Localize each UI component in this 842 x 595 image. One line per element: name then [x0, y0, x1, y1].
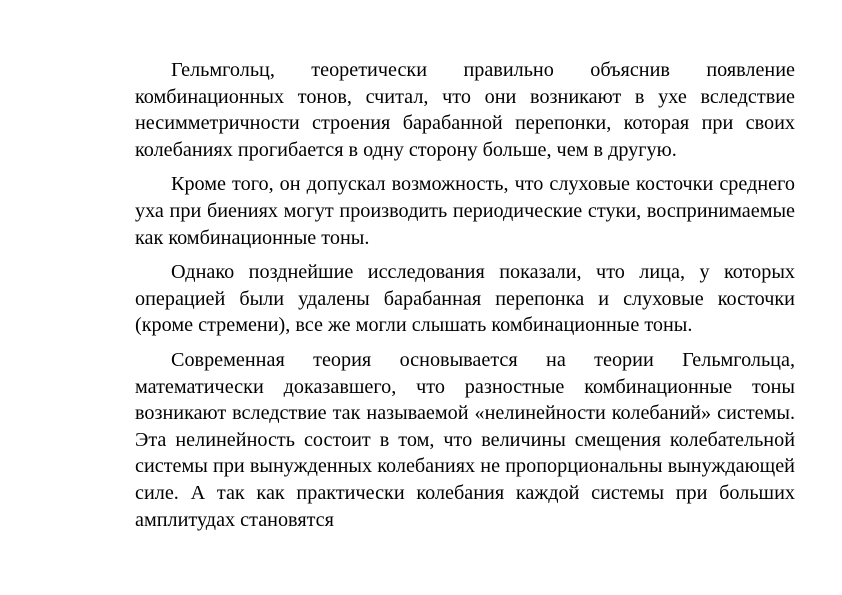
document-page	[135, 57, 795, 541]
paragraph-modern-theory: Современная теория основывается на теории Гельмгольца, математически доказавшего, что разностные комбинационные тоны возникают вследствие так называемой «нелинейности колебаний» системы. Эта нелинейность состоит в том, что величины смещения колебательной системы при вынужденных колебаниях не пропорциональны вынуждающей силе. А так как практически колебания каждой системы при больших амплитудах становятся	[135, 348, 795, 531]
paragraph-later-research: Однако позднейшие исследования показали, что лица, у которых операцией были удалены барабанная перепонка и слуховые косточки (кроме стремени), все же могли слышать комбинационные тоны.	[135, 261, 795, 337]
paragraph-ossicles: Кроме того, он допускал возможность, что слуховые косточки среднего уха при биениях могут производить периодические стуки, воспринимаемые как комбинационные тоны.	[135, 173, 795, 249]
paragraph-helmholtz-theory: Гельмгольц, теоретически правильно объяснив появление комбинационных тонов, считал, что они возникают в ухе вследствие несимметричности строения барабанной перепонки, которая при своих колебаниях прогибается в одну сторону больше, чем в другую.	[135, 59, 795, 161]
